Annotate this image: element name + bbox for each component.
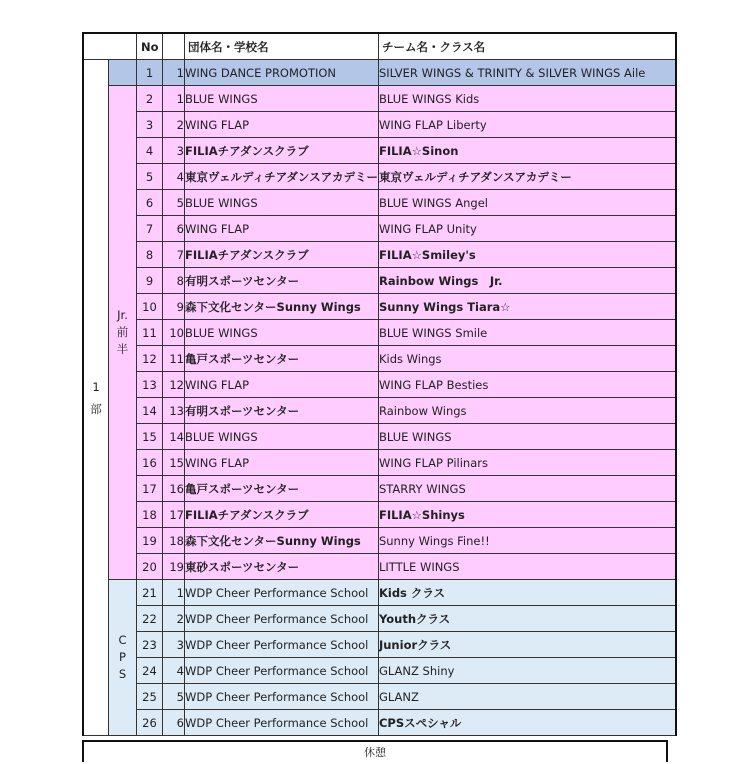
row-team: GLANZ Shiny	[378, 658, 676, 684]
row-sub-number: 15	[163, 450, 185, 476]
row-organization: BLUE WINGS	[185, 86, 379, 112]
row-organization: WDP Cheer Performance School	[185, 658, 379, 684]
row-team: GLANZ	[378, 684, 676, 710]
row-team: FILIA☆Smiley's	[378, 242, 676, 268]
header-row	[83, 33, 676, 60]
row-team: Kids Wings	[378, 346, 676, 372]
group-cps-line2: P	[119, 650, 126, 664]
row-sub-number: 1	[163, 580, 185, 606]
row-team: STARRY WINGS	[378, 476, 676, 502]
table-row	[83, 242, 676, 268]
header-org: 団体名・学校名	[185, 33, 379, 60]
row-sub-number: 11	[163, 346, 185, 372]
row-number: 14	[137, 398, 163, 424]
row-number: 1	[137, 60, 163, 86]
row-sub-number: 9	[163, 294, 185, 320]
table-row	[83, 346, 676, 372]
part-label-unit: 部	[90, 401, 102, 416]
table-row	[83, 294, 676, 320]
row-organization: 東砂スポーツセンター	[185, 554, 379, 580]
row-number: 13	[137, 372, 163, 398]
table-row	[83, 684, 676, 710]
table-row	[83, 502, 676, 528]
table-row	[83, 658, 676, 684]
row-number: 4	[137, 138, 163, 164]
table-row	[83, 450, 676, 476]
table-row	[83, 528, 676, 554]
row-team: SILVER WINGS & TRINITY & SILVER WINGS Aile	[378, 60, 676, 86]
row-organization: 森下文化センターSunny Wings	[185, 528, 379, 554]
table-row	[83, 398, 676, 424]
header-team: チーム名・クラス名	[378, 33, 676, 60]
row-sub-number: 5	[163, 684, 185, 710]
row-organization: WDP Cheer Performance School	[185, 632, 379, 658]
row-number: 23	[137, 632, 163, 658]
row-organization: WING FLAP	[185, 450, 379, 476]
row-organization: 有明スポーツセンター	[185, 398, 379, 424]
row-sub-number: 13	[163, 398, 185, 424]
row-team: WING FLAP Besties	[378, 372, 676, 398]
row-organization: WING FLAP	[185, 372, 379, 398]
row-sub-number: 10	[163, 320, 185, 346]
row-organization: BLUE WINGS	[185, 424, 379, 450]
row-number: 2	[137, 86, 163, 112]
table-row	[83, 268, 676, 294]
row-sub-number: 2	[163, 606, 185, 632]
row-sub-number: 12	[163, 372, 185, 398]
row-number: 11	[137, 320, 163, 346]
row-sub-number: 7	[163, 242, 185, 268]
row-team: Juniorクラス	[378, 632, 676, 658]
row-sub-number: 6	[163, 710, 185, 736]
row-organization: 東京ヴェルディチアダンスアカデミー	[185, 164, 379, 190]
group-jr-line3: 半	[116, 342, 129, 356]
header-no: No	[137, 33, 163, 60]
row-number: 20	[137, 554, 163, 580]
row-team: BLUE WINGS Angel	[378, 190, 676, 216]
program-table	[82, 32, 677, 736]
row-team: Sunny Wings Tiara☆	[378, 294, 676, 320]
row-number: 25	[137, 684, 163, 710]
row-sub-number: 6	[163, 216, 185, 242]
table-row	[83, 86, 676, 112]
footer-break-label: 休憩	[364, 746, 386, 759]
row-sub-number: 19	[163, 554, 185, 580]
row-organization: WDP Cheer Performance School	[185, 710, 379, 736]
row-organization: BLUE WINGS	[185, 320, 379, 346]
row-number: 8	[137, 242, 163, 268]
row-sub-number: 4	[163, 658, 185, 684]
group-cps-line1: C	[118, 633, 127, 647]
group-cps-line3: S	[118, 667, 127, 681]
row-team: Youthクラス	[378, 606, 676, 632]
row-organization: WING FLAP	[185, 216, 379, 242]
row-number: 9	[137, 268, 163, 294]
group-label-jr	[109, 86, 137, 580]
row-team: BLUE WINGS Smile	[378, 320, 676, 346]
header-blank	[83, 33, 137, 60]
table-row	[83, 216, 676, 242]
table-row	[83, 710, 676, 736]
row-number: 24	[137, 658, 163, 684]
row-sub-number: 17	[163, 502, 185, 528]
row-number: 17	[137, 476, 163, 502]
row-team: FILIA☆Sinon	[378, 138, 676, 164]
footer-break-row	[82, 740, 668, 762]
row-sub-number: 5	[163, 190, 185, 216]
header-sub-blank	[163, 33, 185, 60]
row-organization: FILIAチアダンスクラブ	[185, 242, 379, 268]
row-team: BLUE WINGS Kids	[378, 86, 676, 112]
row-number: 12	[137, 346, 163, 372]
table-row	[83, 424, 676, 450]
row-team: 東京ヴェルディチアダンスアカデミー	[378, 164, 676, 190]
row-team: LITTLE WINGS	[378, 554, 676, 580]
part-label	[83, 60, 109, 736]
row-sub-number: 1	[163, 60, 185, 86]
row-organization: 亀戸スポーツセンター	[185, 476, 379, 502]
row-sub-number: 8	[163, 268, 185, 294]
row-team: CPSスペシャル	[378, 710, 676, 736]
table-row	[83, 190, 676, 216]
row-team: WING FLAP Unity	[378, 216, 676, 242]
table-row	[83, 632, 676, 658]
row-sub-number: 1	[163, 86, 185, 112]
table-row	[83, 606, 676, 632]
table-row	[83, 164, 676, 190]
row-number: 3	[137, 112, 163, 138]
row-number: 6	[137, 190, 163, 216]
row-number: 10	[137, 294, 163, 320]
row-team: Rainbow Wings Jr.	[378, 268, 676, 294]
row-organization: WDP Cheer Performance School	[185, 606, 379, 632]
row-number: 19	[137, 528, 163, 554]
row-sub-number: 18	[163, 528, 185, 554]
row-number: 16	[137, 450, 163, 476]
group-jr-line2: 前	[116, 325, 129, 339]
row-number: 7	[137, 216, 163, 242]
row-number: 26	[137, 710, 163, 736]
row-organization: WDP Cheer Performance School	[185, 580, 379, 606]
row-sub-number: 16	[163, 476, 185, 502]
group-label-cps	[109, 580, 137, 736]
row-number: 15	[137, 424, 163, 450]
table-row	[83, 60, 676, 86]
table-row	[83, 112, 676, 138]
row-sub-number: 4	[163, 164, 185, 190]
row-number: 22	[137, 606, 163, 632]
table-row	[83, 554, 676, 580]
row-team: Rainbow Wings	[378, 398, 676, 424]
row-team: Kids クラス	[378, 580, 676, 606]
row-organization: FILIAチアダンスクラブ	[185, 138, 379, 164]
row-team: Sunny Wings Fine!!	[378, 528, 676, 554]
row-organization: 森下文化センターSunny Wings	[185, 294, 379, 320]
table-row	[83, 580, 676, 606]
table-row	[83, 320, 676, 346]
row-number: 5	[137, 164, 163, 190]
row-organization: BLUE WINGS	[185, 190, 379, 216]
row-organization: 亀戸スポーツセンター	[185, 346, 379, 372]
row-organization: WING FLAP	[185, 112, 379, 138]
table-row	[83, 138, 676, 164]
row-team: FILIA☆Shinys	[378, 502, 676, 528]
table-body	[83, 60, 676, 736]
row-sub-number: 3	[163, 138, 185, 164]
row-team: WING FLAP Liberty	[378, 112, 676, 138]
row-organization: 有明スポーツセンター	[185, 268, 379, 294]
row-organization: FILIAチアダンスクラブ	[185, 502, 379, 528]
row-sub-number: 2	[163, 112, 185, 138]
group-cell-top	[109, 60, 137, 86]
row-organization: WING DANCE PROMOTION	[185, 60, 379, 86]
row-team: WING FLAP Pilinars	[378, 450, 676, 476]
table-row	[83, 372, 676, 398]
row-team: BLUE WINGS	[378, 424, 676, 450]
part-label-number: 1	[92, 379, 100, 394]
row-sub-number: 3	[163, 632, 185, 658]
row-number: 18	[137, 502, 163, 528]
row-number: 21	[137, 580, 163, 606]
row-organization: WDP Cheer Performance School	[185, 684, 379, 710]
group-jr-line1: Jr.	[117, 308, 128, 322]
table-row	[83, 476, 676, 502]
row-sub-number: 14	[163, 424, 185, 450]
